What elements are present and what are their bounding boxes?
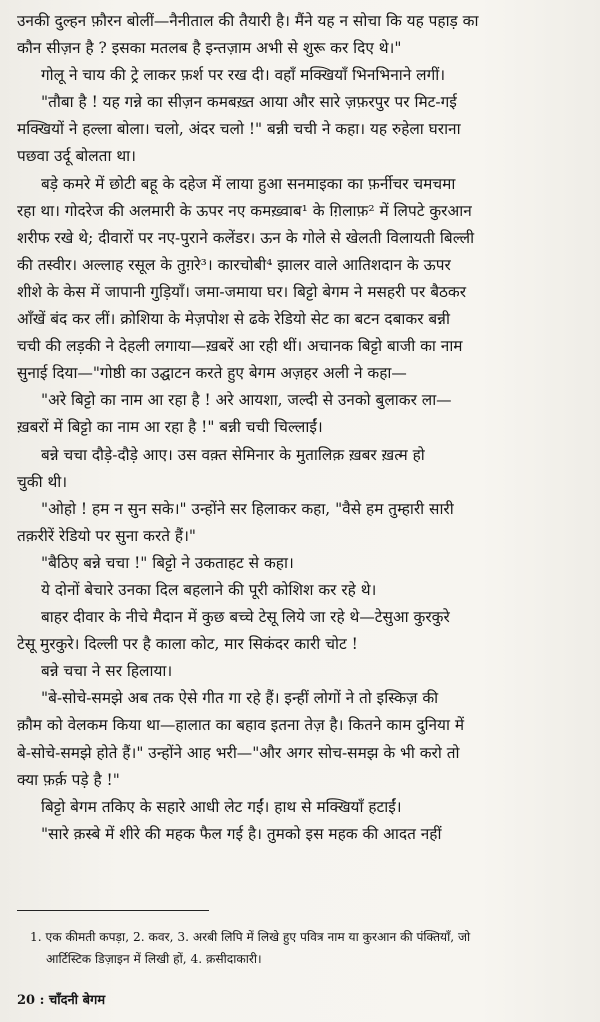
- text-line: उनकी दुल्हन फ़ौरन बोलीं—नैनीताल की तैयारी है। मैंने यह न सोचा कि यह पहाड़ का: [17, 12, 479, 30]
- text-line: बे-सोचे-समझे होते हैं।" उन्होंने आह भरी—"और अगर सोच-समझ के भी करो तो: [17, 743, 460, 762]
- footnote-divider: [17, 910, 209, 911]
- text-line: क़ौम को वेलकम किया था—हालात का बहाव इतना तेज़ है। कितने काम दुनिया में: [17, 716, 465, 735]
- text-line: पछवा उर्दू बोलता था।: [17, 147, 136, 166]
- text-line: "अरे बिट्टो का नाम आ रहा है ! अरे आयशा, जल्दी से उनको बुलाकर ला—: [41, 391, 452, 410]
- text-line: "ओहो ! हम न सुन सके।" उन्होंने सर हिलाकर कहा, "वैसे हम तुम्हारी सारी: [41, 499, 454, 518]
- text-line: ये दोनों बेचारे उनका दिल बहलाने की पूरी कोशिश कर रहे थे।: [41, 580, 377, 599]
- text-line: कौन सीज़न है ? इसका मतलब है इन्तज़ाम अभी से शुरू कर दिए थे।": [17, 39, 402, 58]
- text-line: टेसू मुरकुरे। दिल्ली पर है काला कोट, मार सिकंदर कारी चोट !: [17, 635, 358, 654]
- text-line: बिट्टो बेगम तकिए के सहारे आधी लेट गईं। हाथ से मक्खियाँ हटाईं।: [41, 797, 402, 816]
- text-line: "बे-सोचे-समझे अब तक ऐसे गीत गा रहे हैं। इन्हीं लोगों ने तो इस्किज़ की: [41, 689, 439, 708]
- text-line: बड़े कमरे में छोटी बहू के दहेज में लाया हुआ सनमाइका का फ़र्नीचर चमचमा: [41, 174, 456, 193]
- text-line: बाहर दीवार के नीचे मैदान में कुछ बच्चे टेसू लिये जा रहे थे—टेसुआ कुरकुरे: [41, 608, 450, 627]
- text-line: मक्खियों ने हल्ला बोला। चलो, अंदर चलो !" बन्नी चची ने कहा। यह रुहेला घराना: [17, 120, 461, 139]
- text-line: चची की लड़की ने देहली लगाया—ख़बरें आ रही थीं। अचानक बिट्टो बाजी का नाम: [17, 337, 463, 356]
- text-line: क्या फ़र्क़ पड़े है !": [17, 770, 120, 789]
- text-line: तक़रीरें रेडियो पर सुना करते हैं।": [17, 526, 196, 545]
- text-line: रहा था। गोदरेज की अलमारी के ऊपर नए कमख़्वाब¹ के ग़िलाफ़² में लिपटे कुरआन: [17, 201, 472, 220]
- text-line: ख़बरों में बिट्टो का नाम आ रहा है !" बन्नी चची चिल्लाईं।: [17, 418, 323, 437]
- text-line: गोलू ने चाय की ट्रे लाकर फ़र्श पर रख दी। वहाँ मक्खियाँ भिनभिनाने लगीं।: [41, 66, 446, 85]
- text-line: चुकी थी।: [17, 472, 68, 491]
- text-line: सुनाई दिया—"गोष्ठी का उद्घाटन करते हुए बेगम अज़हर अली ने कहा—: [17, 364, 407, 383]
- text-line: बन्ने चचा दौड़े-दौड़े आए। उस वक़्त सेमिनार के मुतालिक़ ख़बर ख़त्म हो: [41, 445, 425, 464]
- text-line: शरीफ रखे थे; दीवारों पर नए-पुराने कलेंडर। ऊन के गोले से खेलती विलायती बिल्ली: [17, 228, 475, 247]
- page-number-and-title: 20 : चाँदनी बेगम: [17, 993, 106, 1008]
- text-line: "सारे क़स्बे में शीरे की महक फैल गई है। तुमको इस महक की आदत नहीं: [41, 824, 442, 843]
- text-line: आँखें बंद कर लीं। क्रोशिया के मेज़पोश से ढके रेडियो सेट का बटन दबाकर बन्नी: [17, 310, 450, 329]
- text-line: बन्ने चचा ने सर हिलाया।: [41, 662, 173, 681]
- text-line: "बैठिए बन्ने चचा !" बिट्टो ने उकताहट से कहा।: [41, 553, 294, 572]
- text-line: "तौबा है ! यह गन्ने का सीज़न कमबख़्त आया और सारे ज़फ़रपुर पर मिट-गई: [41, 93, 457, 112]
- footnote-line: आर्टिस्टिक डिज़ाइन में लिखी हों, 4. क़सीदाकारी।: [46, 952, 262, 966]
- footnotes: [30, 926, 586, 970]
- text-line: की तस्वीर। अल्लाह रसूल के तुग़रे³। कारचोबी⁴ झालर वाले आतिशदान के ऊपर: [17, 255, 451, 274]
- body-text: [17, 8, 582, 848]
- footnote-line: 1. एक कीमती कपड़ा, 2. कवर, 3. अरबी लिपि में लिखे हुए पवित्र नाम या कुरआन की पंक्तियाँ, जो: [30, 930, 471, 944]
- text-line: शीशे के केस में जापानी गुड़ियाँ। जमा-जमाया घर। बिट्टो बेगम ने मसहरी पर बैठकर: [17, 282, 467, 301]
